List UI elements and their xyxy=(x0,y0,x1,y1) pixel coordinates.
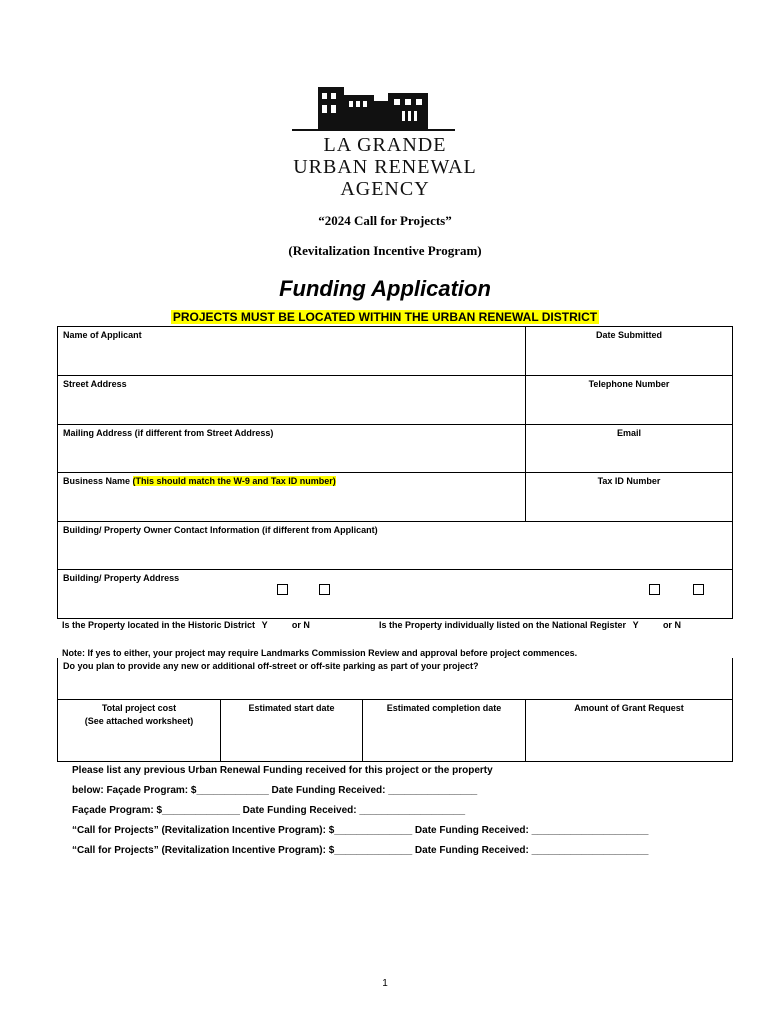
register-yes-checkbox[interactable] xyxy=(649,584,660,595)
logo-line-1: LA GRANDE xyxy=(323,134,447,156)
previous-funding-line-3[interactable]: “Call for Projects” (Revitalization Incentive Program): $______________ Date Funding Received: _____________________ xyxy=(72,825,649,836)
applicant-name-field[interactable] xyxy=(57,326,526,376)
total-cost-note: (See attached worksheet) xyxy=(84,716,194,726)
historic-district-question xyxy=(62,620,310,630)
building-skyline-icon xyxy=(0,85,770,137)
application-form xyxy=(57,326,733,762)
grant-request-field[interactable] xyxy=(525,699,733,762)
tax-id-field[interactable] xyxy=(525,472,733,522)
parking-question-field[interactable] xyxy=(57,658,733,700)
logo-line-2: URBAN RENEWAL xyxy=(293,156,477,178)
email-field[interactable] xyxy=(525,424,733,473)
email-label: Email xyxy=(616,428,641,438)
historic-no-checkbox[interactable] xyxy=(319,584,330,595)
landmarks-note: Note: If yes to either, your project may require Landmarks Commission Review and approval before project commences. xyxy=(62,648,578,658)
start-date-label: Estimated start date xyxy=(248,703,335,713)
previous-funding-intro: Please list any previous Urban Renewal Funding received for this project or the property xyxy=(72,765,493,776)
mailing-address-field[interactable] xyxy=(57,424,526,473)
district-banner xyxy=(0,310,770,324)
completion-date-label: Estimated completion date xyxy=(386,703,502,713)
agency-logo xyxy=(0,85,770,200)
start-date-field[interactable] xyxy=(220,699,363,762)
logo-line-3: AGENCY xyxy=(340,178,430,200)
national-register-label: Is the Property individually listed on the National Register xyxy=(379,620,627,630)
property-address-field[interactable] xyxy=(57,569,733,619)
street-address-field[interactable] xyxy=(57,375,526,425)
owner-contact-field[interactable] xyxy=(57,521,733,570)
street-address-label: Street Address xyxy=(63,379,127,389)
business-name-field[interactable] xyxy=(57,472,526,522)
total-cost-field[interactable] xyxy=(57,699,221,762)
mailing-address-label: Mailing Address (if different from Street Address) xyxy=(63,428,274,438)
register-yes-label: Y xyxy=(632,620,639,630)
completion-date-field[interactable] xyxy=(362,699,526,762)
historic-yes-label: Y xyxy=(261,620,268,630)
previous-funding-line-2[interactable]: Façade Program: $______________ Date Funding Received: ___________________ xyxy=(72,805,466,816)
previous-funding-line-4[interactable]: “Call for Projects” (Revitalization Incentive Program): $______________ Date Funding Received: _____________________ xyxy=(72,845,649,856)
call-for-projects-heading: “2024 Call for Projects” xyxy=(318,213,452,228)
page-title: Funding Application xyxy=(279,276,491,301)
telephone-label: Telephone Number xyxy=(588,379,670,389)
register-no-checkbox[interactable] xyxy=(693,584,704,595)
program-subheading: (Revitalization Incentive Program) xyxy=(288,243,482,258)
historic-yes-checkbox[interactable] xyxy=(277,584,288,595)
owner-contact-label: Building/ Property Owner Contact Information (if different from Applicant) xyxy=(63,525,378,535)
applicant-name-label: Name of Applicant xyxy=(63,330,142,340)
telephone-field[interactable] xyxy=(525,375,733,425)
date-submitted-label: Date Submitted xyxy=(595,330,662,340)
business-name-label: Business Name xyxy=(63,476,131,486)
page-number: 1 xyxy=(382,978,388,989)
district-banner-text: PROJECTS MUST BE LOCATED WITHIN THE URBAN RENEWAL DISTRICT xyxy=(172,310,598,324)
date-submitted-field[interactable] xyxy=(525,326,733,376)
national-register-question xyxy=(379,620,681,630)
grant-request-label: Amount of Grant Request xyxy=(574,703,684,713)
tax-id-label: Tax ID Number xyxy=(597,476,661,486)
register-no-label: or N xyxy=(662,620,681,630)
previous-funding-line-1[interactable]: below: Façade Program: $_____________ Date Funding Received: ________________ xyxy=(72,785,478,796)
historic-no-label: or N xyxy=(291,620,310,630)
parking-question-label: Do you plan to provide any new or additional off-street or off-site parking as part of your project? xyxy=(63,661,479,671)
property-address-label: Building/ Property Address xyxy=(63,573,180,583)
total-cost-label: Total project cost xyxy=(101,703,177,713)
historic-district-label: Is the Property located in the Historic District xyxy=(62,620,256,630)
business-name-note: (This should match the W-9 and Tax ID number) xyxy=(132,476,336,486)
